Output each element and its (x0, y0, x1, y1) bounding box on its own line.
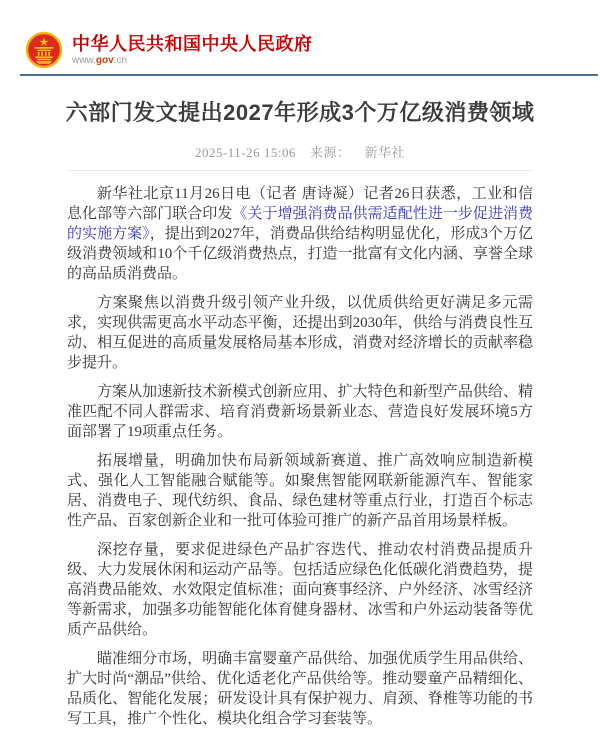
site-url-gov: gov (95, 54, 114, 66)
site-name: 中华人民共和国中央人民政府 (72, 33, 313, 54)
header-home-link[interactable] (25, 31, 600, 69)
source-value: 新华社 (364, 145, 406, 160)
policy-document-link[interactable]: 《关于增强消费品供需适配性进一步促进消费的实施方案》 (67, 206, 533, 242)
paragraph: 深挖存量，要求促进绿色产品扩容迭代、推动农村消费品提质升级、大力发展休闲和运动产品等。包括适应绿色化低碳化消费趋势，提高消费品能效、水效限定值标准；面向赛事经济、户外经济、冰雪经济等新需求，加强多功能智能化体育健身器材、冰雪和户外运动装备等优质产品供给。 (67, 542, 533, 638)
article-body (67, 184, 533, 729)
paragraph: 瞄准细分市场，明确丰富婴童产品供给、加强优质学生用品供给、扩大时尚“潮品”供给、优化适老化产品供给等。推动婴童产品精细化、品质化、智能化发展；研发设计具有保护视力、肩颈、脊椎等功能的书写工具，推广个性化、模块化组合学习套装等。 (67, 651, 533, 727)
paragraph: 拓展增量，明确加快布局新领域新赛道、推广高效响应制造新模式、强化人工智能融合赋能等。如聚焦智能网联新能源汽车、智能家居、消费电子、现代纺织、食品、绿色建材等重点行业，打造百个标志性产品、百家创新企业和一批可体验可推广的新产品首用场景样板。 (67, 453, 533, 529)
paragraph: 方案聚焦以消费升级引领产业升级，以优质供给更好满足多元需求，实现供需更高水平动态平衡，还提出到2030年，供给与消费良性互动、相互促进的高质量发展格局基本形成，消费对经济增长的贡献率稳步提升。 (67, 295, 533, 371)
header-divider (20, 74, 598, 76)
national-emblem-icon (25, 31, 63, 69)
paragraph-text: ，提出到2027年，消费品供给结构明显优化，形成3个万亿级消费领域和10个千亿级消费热点，打造一批富有文化内涵、享誉全球的高品质消费品。 (67, 226, 533, 282)
article-main (0, 99, 600, 729)
source-label: 来源： (310, 145, 351, 160)
article-title: 六部门发文提出2027年形成3个万亿级消费领域 (65, 100, 535, 125)
paragraph (67, 184, 533, 284)
meta-divider (67, 170, 533, 171)
paragraph-text: 新华社北京11月26日电（记者 唐诗凝）记者26日获悉，工业和信息化部等六部门联合印发 (67, 186, 533, 222)
site-url-cn: .cn (113, 54, 128, 66)
paragraph: 方案从加速新技术新模式创新应用、扩大特色和新型产品供给、精准匹配不同人群需求、培育消费新场景新业态、营造良好发展环境5方面部署了19项重点任务。 (67, 384, 533, 440)
site-header (0, 0, 600, 76)
publish-date: 2025-11-26 15:06 (194, 145, 296, 160)
site-url-www: www. (72, 54, 96, 66)
brand-text (72, 34, 313, 67)
site-url (72, 55, 313, 67)
article-meta (0, 142, 600, 161)
